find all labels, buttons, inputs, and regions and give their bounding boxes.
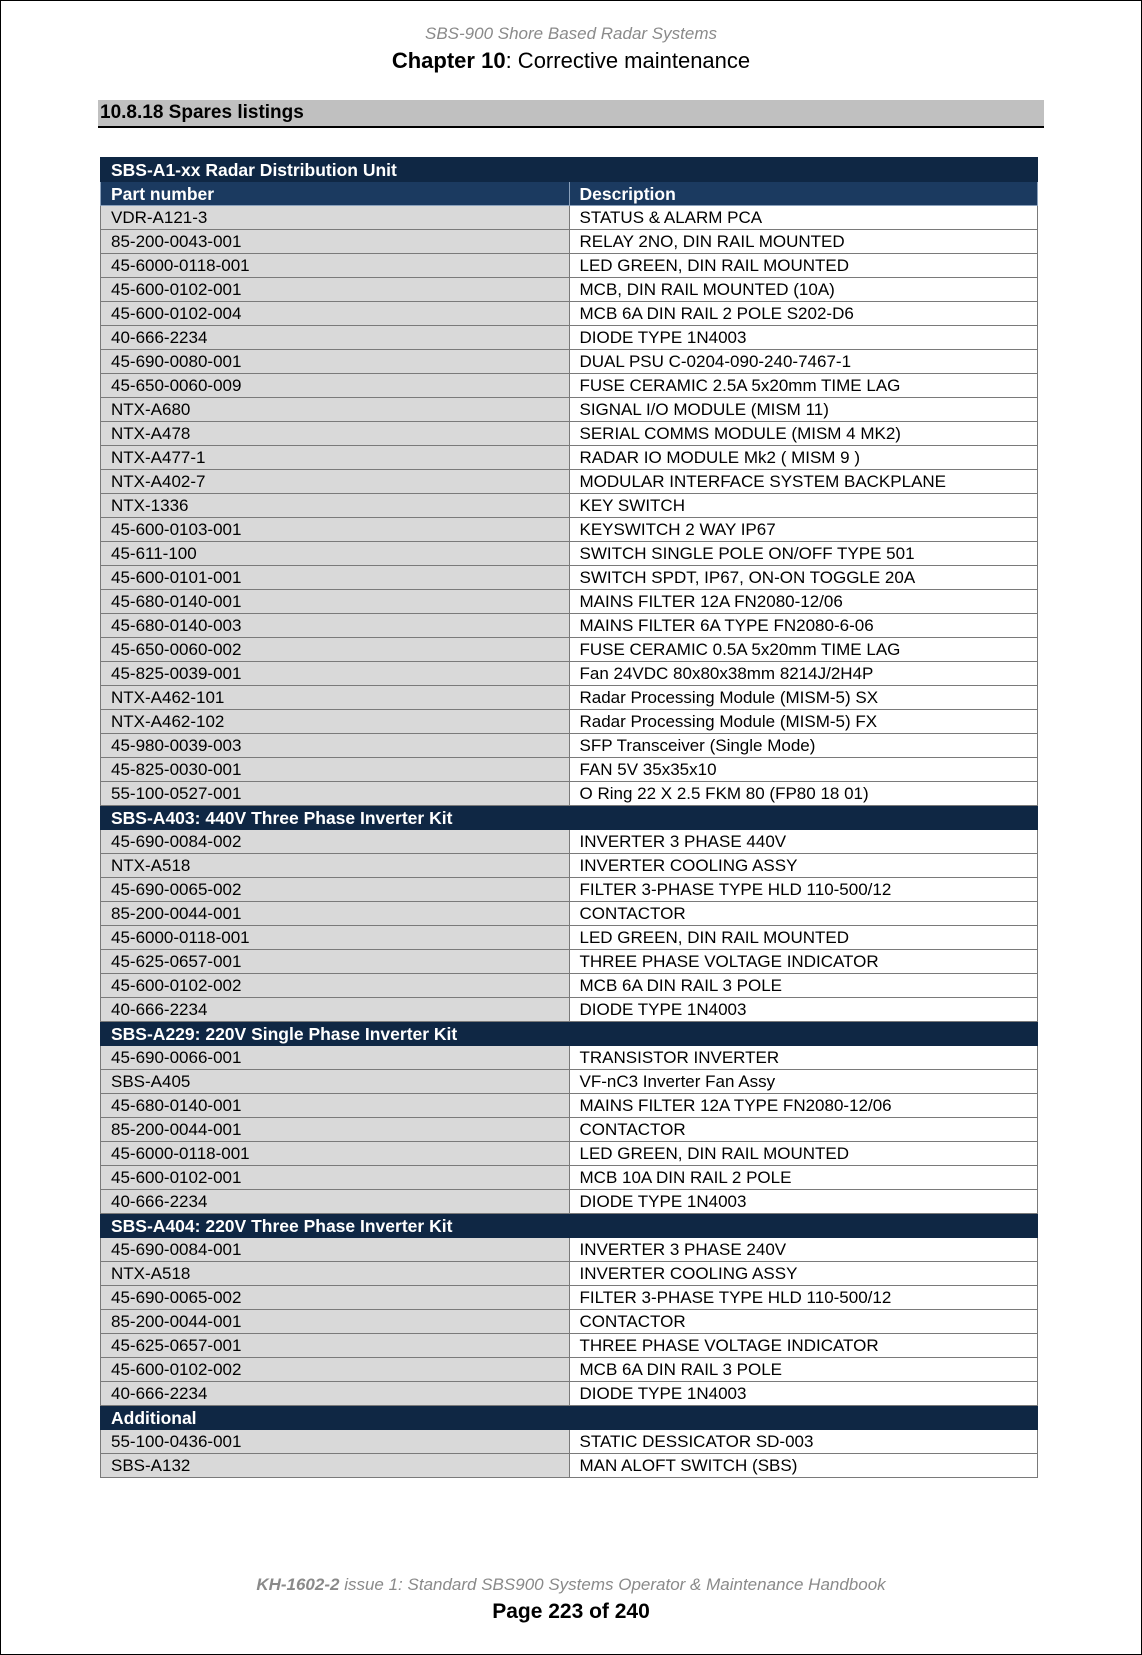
description-cell: FILTER 3-PHASE TYPE HLD 110-500/12 bbox=[569, 1286, 1038, 1310]
part-number-cell: 85-200-0044-001 bbox=[101, 1118, 570, 1142]
description-cell: CONTACTOR bbox=[569, 1118, 1038, 1142]
part-number-cell: 45-690-0065-002 bbox=[101, 878, 570, 902]
table-row bbox=[101, 686, 1038, 710]
part-number-cell: 45-600-0102-004 bbox=[101, 302, 570, 326]
description-cell: DIODE TYPE 1N4003 bbox=[569, 326, 1038, 350]
description-cell: SWITCH SPDT, IP67, ON-ON TOGGLE 20A bbox=[569, 566, 1038, 590]
table-row bbox=[101, 950, 1038, 974]
part-number-cell: 45-690-0084-002 bbox=[101, 830, 570, 854]
description-cell: MAINS FILTER 12A FN2080-12/06 bbox=[569, 590, 1038, 614]
table-row bbox=[101, 1070, 1038, 1094]
description-cell: LED GREEN, DIN RAIL MOUNTED bbox=[569, 926, 1038, 950]
table-row bbox=[101, 326, 1038, 350]
description-cell: MCB 6A DIN RAIL 2 POLE S202-D6 bbox=[569, 302, 1038, 326]
part-number-cell: 45-6000-0118-001 bbox=[101, 926, 570, 950]
description-cell: MAINS FILTER 6A TYPE FN2080-6-06 bbox=[569, 614, 1038, 638]
table-row bbox=[101, 758, 1038, 782]
description-cell: SIGNAL I/O MODULE (MISM 11) bbox=[569, 398, 1038, 422]
group-title: SBS-A404: 220V Three Phase Inverter Kit bbox=[101, 1214, 1038, 1238]
description-cell: LED GREEN, DIN RAIL MOUNTED bbox=[569, 1142, 1038, 1166]
description-cell: CONTACTOR bbox=[569, 1310, 1038, 1334]
description-cell: SERIAL COMMS MODULE (MISM 4 MK2) bbox=[569, 422, 1038, 446]
description-cell: CONTACTOR bbox=[569, 902, 1038, 926]
part-number-cell: 40-666-2234 bbox=[101, 998, 570, 1022]
description-cell: THREE PHASE VOLTAGE INDICATOR bbox=[569, 1334, 1038, 1358]
part-number-cell: NTX-A402-7 bbox=[101, 470, 570, 494]
group-header-row bbox=[101, 1022, 1038, 1046]
table-row bbox=[101, 782, 1038, 806]
table-row bbox=[101, 1166, 1038, 1190]
group-header-row bbox=[101, 1214, 1038, 1238]
description-cell: O Ring 22 X 2.5 FKM 80 (FP80 18 01) bbox=[569, 782, 1038, 806]
description-cell: MAINS FILTER 12A TYPE FN2080-12/06 bbox=[569, 1094, 1038, 1118]
table-row bbox=[101, 1046, 1038, 1070]
part-number-cell: 45-980-0039-003 bbox=[101, 734, 570, 758]
table-row bbox=[101, 734, 1038, 758]
table-row bbox=[101, 422, 1038, 446]
group-title: Additional bbox=[101, 1406, 1038, 1430]
table-row bbox=[101, 1358, 1038, 1382]
part-number-cell: 40-666-2234 bbox=[101, 326, 570, 350]
section-heading: 10.8.18 Spares listings bbox=[98, 100, 1044, 128]
table-row bbox=[101, 1430, 1038, 1454]
description-cell: VF-nC3 Inverter Fan Assy bbox=[569, 1070, 1038, 1094]
description-cell: Radar Processing Module (MISM-5) SX bbox=[569, 686, 1038, 710]
column-header-row bbox=[101, 182, 1038, 206]
description-cell: DUAL PSU C-0204-090-240-7467-1 bbox=[569, 350, 1038, 374]
table-row bbox=[101, 662, 1038, 686]
part-number-cell: NTX-A518 bbox=[101, 1262, 570, 1286]
group-title: SBS-A403: 440V Three Phase Inverter Kit bbox=[101, 806, 1038, 830]
table-row bbox=[101, 1118, 1038, 1142]
description-cell: FUSE CERAMIC 2.5A 5x20mm TIME LAG bbox=[569, 374, 1038, 398]
part-number-cell: 45-680-0140-001 bbox=[101, 590, 570, 614]
part-number-cell: 45-690-0066-001 bbox=[101, 1046, 570, 1070]
table-row bbox=[101, 1190, 1038, 1214]
group-title: SBS-A229: 220V Single Phase Inverter Kit bbox=[101, 1022, 1038, 1046]
part-number-cell: 55-100-0527-001 bbox=[101, 782, 570, 806]
footer-document-line bbox=[0, 1575, 1142, 1595]
part-number-cell: SBS-A132 bbox=[101, 1454, 570, 1478]
page-number: Page 223 of 240 bbox=[492, 1600, 650, 1623]
part-number-cell: SBS-A405 bbox=[101, 1070, 570, 1094]
description-cell: THREE PHASE VOLTAGE INDICATOR bbox=[569, 950, 1038, 974]
description-cell: KEY SWITCH bbox=[569, 494, 1038, 518]
part-number-cell: NTX-A518 bbox=[101, 854, 570, 878]
description-cell: MCB 10A DIN RAIL 2 POLE bbox=[569, 1166, 1038, 1190]
part-number-cell: 45-600-0102-001 bbox=[101, 278, 570, 302]
table-row bbox=[101, 206, 1038, 230]
description-cell: DIODE TYPE 1N4003 bbox=[569, 998, 1038, 1022]
part-number-cell: 45-690-0065-002 bbox=[101, 1286, 570, 1310]
part-number-cell: 45-690-0084-001 bbox=[101, 1238, 570, 1262]
part-number-cell: 45-6000-0118-001 bbox=[101, 254, 570, 278]
part-number-cell: 45-825-0030-001 bbox=[101, 758, 570, 782]
table-row bbox=[101, 230, 1038, 254]
description-cell: TRANSISTOR INVERTER bbox=[569, 1046, 1038, 1070]
part-number-cell: 40-666-2234 bbox=[101, 1382, 570, 1406]
table-row bbox=[101, 1142, 1038, 1166]
part-number-cell: 45-600-0102-002 bbox=[101, 974, 570, 998]
table-row bbox=[101, 494, 1038, 518]
group-header-row bbox=[101, 806, 1038, 830]
part-number-cell: 45-600-0103-001 bbox=[101, 518, 570, 542]
part-number-cell: VDR-A121-3 bbox=[101, 206, 570, 230]
description-cell: SFP Transceiver (Single Mode) bbox=[569, 734, 1038, 758]
part-number-cell: NTX-1336 bbox=[101, 494, 570, 518]
description-cell: FAN 5V 35x35x10 bbox=[569, 758, 1038, 782]
description-cell: MCB 6A DIN RAIL 3 POLE bbox=[569, 1358, 1038, 1382]
description-cell: SWITCH SINGLE POLE ON/OFF TYPE 501 bbox=[569, 542, 1038, 566]
group-title: SBS-A1-xx Radar Distribution Unit bbox=[101, 158, 1038, 182]
table-row bbox=[101, 1238, 1038, 1262]
part-number-cell: 45-600-0102-001 bbox=[101, 1166, 570, 1190]
table-row bbox=[101, 518, 1038, 542]
description-cell: RELAY 2NO, DIN RAIL MOUNTED bbox=[569, 230, 1038, 254]
description-cell: INVERTER 3 PHASE 440V bbox=[569, 830, 1038, 854]
table-row bbox=[101, 470, 1038, 494]
table-row bbox=[101, 542, 1038, 566]
description-cell: INVERTER COOLING ASSY bbox=[569, 854, 1038, 878]
table-row bbox=[101, 278, 1038, 302]
footer-doc-description: issue 1: Standard SBS900 Systems Operator & Maintenance Handbook bbox=[339, 1575, 886, 1594]
document-title: SBS-900 Shore Based Radar Systems bbox=[425, 24, 717, 43]
part-number-cell: 45-690-0080-001 bbox=[101, 350, 570, 374]
table-row bbox=[101, 878, 1038, 902]
part-number-cell: 45-680-0140-001 bbox=[101, 1094, 570, 1118]
table-row bbox=[101, 998, 1038, 1022]
spares-table bbox=[100, 157, 1038, 1478]
table-row bbox=[101, 1454, 1038, 1478]
description-cell: RADAR IO MODULE Mk2 ( MISM 9 ) bbox=[569, 446, 1038, 470]
part-number-cell: 45-600-0102-002 bbox=[101, 1358, 570, 1382]
description-cell: INVERTER COOLING ASSY bbox=[569, 1262, 1038, 1286]
table-row bbox=[101, 1262, 1038, 1286]
part-number-cell: 85-200-0043-001 bbox=[101, 230, 570, 254]
table-row bbox=[101, 374, 1038, 398]
part-number-cell: 45-650-0060-002 bbox=[101, 638, 570, 662]
part-number-cell: 45-680-0140-003 bbox=[101, 614, 570, 638]
chapter-label: Chapter 10 bbox=[391, 48, 506, 73]
description-cell: DIODE TYPE 1N4003 bbox=[569, 1382, 1038, 1406]
part-number-cell: 55-100-0436-001 bbox=[101, 1430, 570, 1454]
spares-table-body bbox=[101, 158, 1038, 1478]
table-row bbox=[101, 566, 1038, 590]
part-number-cell: 45-611-100 bbox=[101, 542, 570, 566]
part-number-cell: 85-200-0044-001 bbox=[101, 902, 570, 926]
part-number-cell: 45-825-0039-001 bbox=[101, 662, 570, 686]
table-row bbox=[101, 710, 1038, 734]
table-row bbox=[101, 926, 1038, 950]
part-number-cell: 45-650-0060-009 bbox=[101, 374, 570, 398]
group-header-row bbox=[101, 158, 1038, 182]
description-cell: Radar Processing Module (MISM-5) FX bbox=[569, 710, 1038, 734]
table-row bbox=[101, 830, 1038, 854]
description-cell: STATUS & ALARM PCA bbox=[569, 206, 1038, 230]
description-cell: KEYSWITCH 2 WAY IP67 bbox=[569, 518, 1038, 542]
part-number-cell: 45-6000-0118-001 bbox=[101, 1142, 570, 1166]
description-cell: MCB 6A DIN RAIL 3 POLE bbox=[569, 974, 1038, 998]
table-row bbox=[101, 1334, 1038, 1358]
table-row bbox=[101, 1382, 1038, 1406]
table-row bbox=[101, 974, 1038, 998]
table-row bbox=[101, 590, 1038, 614]
part-number-cell: NTX-A462-101 bbox=[101, 686, 570, 710]
part-number-cell: NTX-A478 bbox=[101, 422, 570, 446]
table-row bbox=[101, 614, 1038, 638]
part-number-cell: 45-625-0657-001 bbox=[101, 950, 570, 974]
table-row bbox=[101, 638, 1038, 662]
description-cell: FUSE CERAMIC 0.5A 5x20mm TIME LAG bbox=[569, 638, 1038, 662]
description-cell: INVERTER 3 PHASE 240V bbox=[569, 1238, 1038, 1262]
table-row bbox=[101, 446, 1038, 470]
group-header-row bbox=[101, 1406, 1038, 1430]
part-number-cell: 40-666-2234 bbox=[101, 1190, 570, 1214]
table-row bbox=[101, 1094, 1038, 1118]
part-number-cell: 85-200-0044-001 bbox=[101, 1310, 570, 1334]
description-cell: Fan 24VDC 80x80x38mm 8214J/2H4P bbox=[569, 662, 1038, 686]
table-row bbox=[101, 254, 1038, 278]
description-cell: STATIC DESSICATOR SD-003 bbox=[569, 1430, 1038, 1454]
part-number-cell: NTX-A477-1 bbox=[101, 446, 570, 470]
column-header-description: Description bbox=[569, 182, 1038, 206]
table-row bbox=[101, 398, 1038, 422]
chapter-heading bbox=[0, 48, 1142, 74]
table-row bbox=[101, 1286, 1038, 1310]
part-number-cell: 45-625-0657-001 bbox=[101, 1334, 570, 1358]
description-cell: MCB, DIN RAIL MOUNTED (10A) bbox=[569, 278, 1038, 302]
table-row bbox=[101, 902, 1038, 926]
table-row bbox=[101, 302, 1038, 326]
description-cell: FILTER 3-PHASE TYPE HLD 110-500/12 bbox=[569, 878, 1038, 902]
description-cell: DIODE TYPE 1N4003 bbox=[569, 1190, 1038, 1214]
chapter-title: : Corrective maintenance bbox=[505, 48, 751, 73]
table-row bbox=[101, 854, 1038, 878]
part-number-cell: NTX-A462-102 bbox=[101, 710, 570, 734]
part-number-cell: NTX-A680 bbox=[101, 398, 570, 422]
description-cell: LED GREEN, DIN RAIL MOUNTED bbox=[569, 254, 1038, 278]
column-header-part-number: Part number bbox=[101, 182, 570, 206]
part-number-cell: 45-600-0101-001 bbox=[101, 566, 570, 590]
description-cell: MAN ALOFT SWITCH (SBS) bbox=[569, 1454, 1038, 1478]
footer-doc-id: KH-1602-2 bbox=[256, 1575, 340, 1594]
table-row bbox=[101, 1310, 1038, 1334]
table-row bbox=[101, 350, 1038, 374]
description-cell: MODULAR INTERFACE SYSTEM BACKPLANE bbox=[569, 470, 1038, 494]
